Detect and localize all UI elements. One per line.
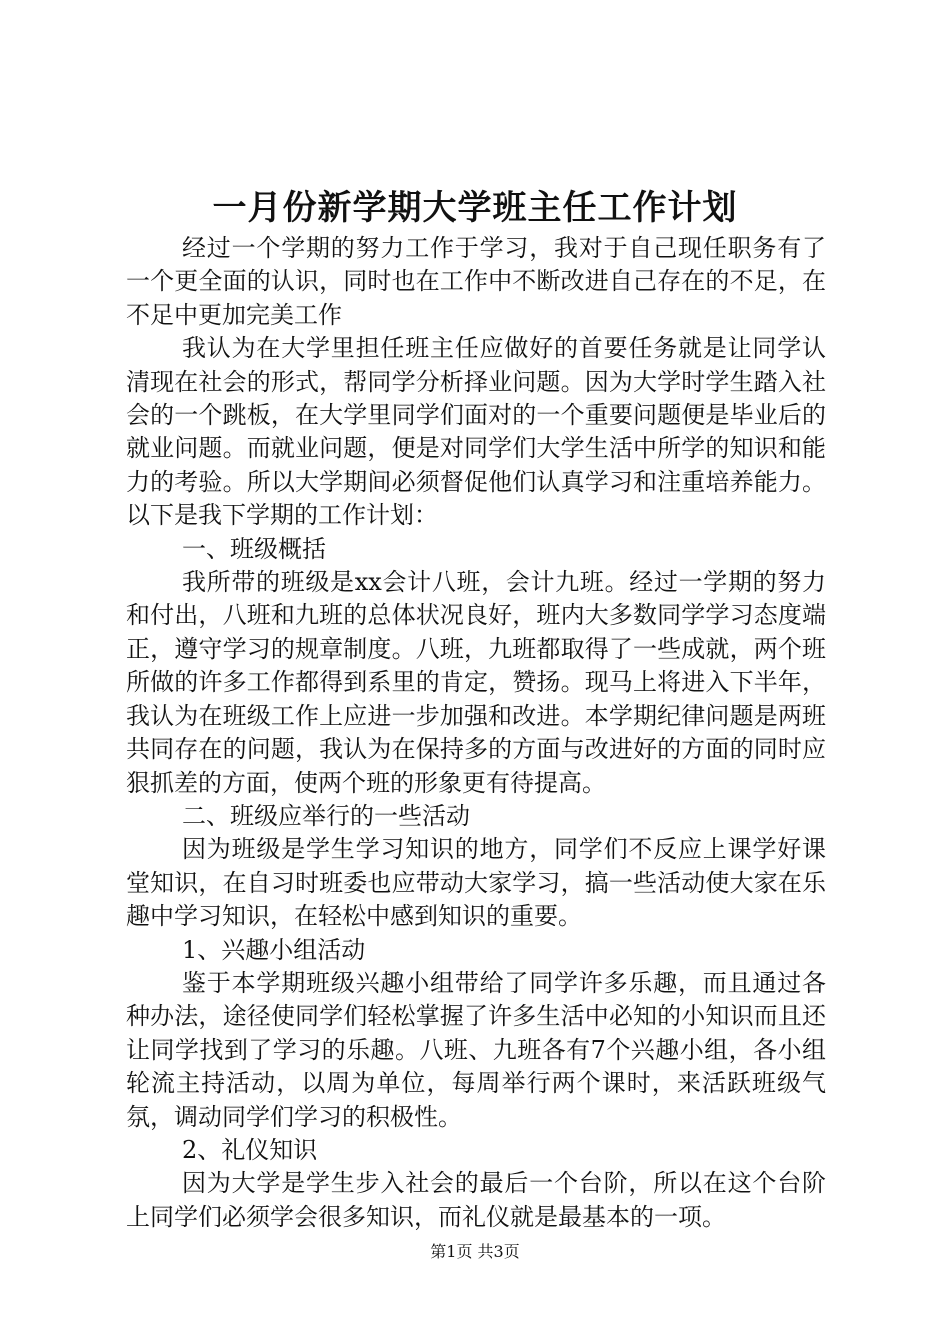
paragraph: 因为大学是学生步入社会的最后一个台阶，所以在这个台阶上同学们必须学会很多知识，而礼仪就是最基本的一项。 xyxy=(126,1169,826,1231)
paragraph: 因为班级是学生学习知识的地方，同学们不反应上课学好课堂知识，在自习时班委也应带动大家学习，搞一些活动使大家在乐趣中学习知识，在轻松中感到知识的重要。 xyxy=(126,835,826,931)
paragraph: 经过一个学期的努力工作于学习，我对于自己现任职务有了一个更全面的认识，同时也在工作中不断改进自己存在的不足，在不足中更加完美工作 xyxy=(126,234,826,329)
paragraph: 我所带的班级是xx会计八班，会计九班。经过一学期的努力和付出，八班和九班的总体状况良好，班内大多数同学学习态度端正，遵守学习的规章制度。八班，九班都取得了一些成就，两个班所做的许多工作都得到系里的肯定，赞扬。现马上将进入下半年，我认为在班级工作上应进一步加强和改进。本学期纪律问题是两班共同存在的问题，我认为在保持多的方面与改进好的方面的同时应狠抓差的方面，使两个班的形象更有待提高。 xyxy=(126,568,826,797)
document-body xyxy=(126,232,826,1234)
subsection-heading: 2、礼仪知识 xyxy=(182,1135,318,1164)
section-heading: 一、班级概括 xyxy=(182,534,326,563)
section-heading: 二、班级应举行的一些活动 xyxy=(182,801,470,830)
paragraph: 鉴于本学期班级兴趣小组带给了同学许多乐趣，而且通过各种办法，途径使同学们轻松掌握了许多生活中必知的小知识而且还让同学找到了学习的乐趣。八班、九班各有7个兴趣小组，各小组轮流主持活动，以周为单位，每周举行两个课时，来活跃班级气氛，调动同学们学习的积极性。 xyxy=(126,968,826,1131)
subsection-heading: 1、兴趣小组活动 xyxy=(182,935,366,964)
page-footer: 第1页 共3页 xyxy=(430,1242,520,1261)
paragraph: 我认为在大学里担任班主任应做好的首要任务就是让同学认清现在社会的形式，帮同学分析择业问题。因为大学时学生踏入社会的一个跳板，在大学里同学们面对的一个重要问题便是毕业后的就业问题。而就业问题，便是对同学们大学生活中所学的知识和能力的考验。所以大学期间必须督促他们认真学习和注重培养能力。以下是我下学期的工作计划： xyxy=(126,334,826,530)
document-title: 一月份新学期大学班主任工作计划 xyxy=(212,188,738,228)
